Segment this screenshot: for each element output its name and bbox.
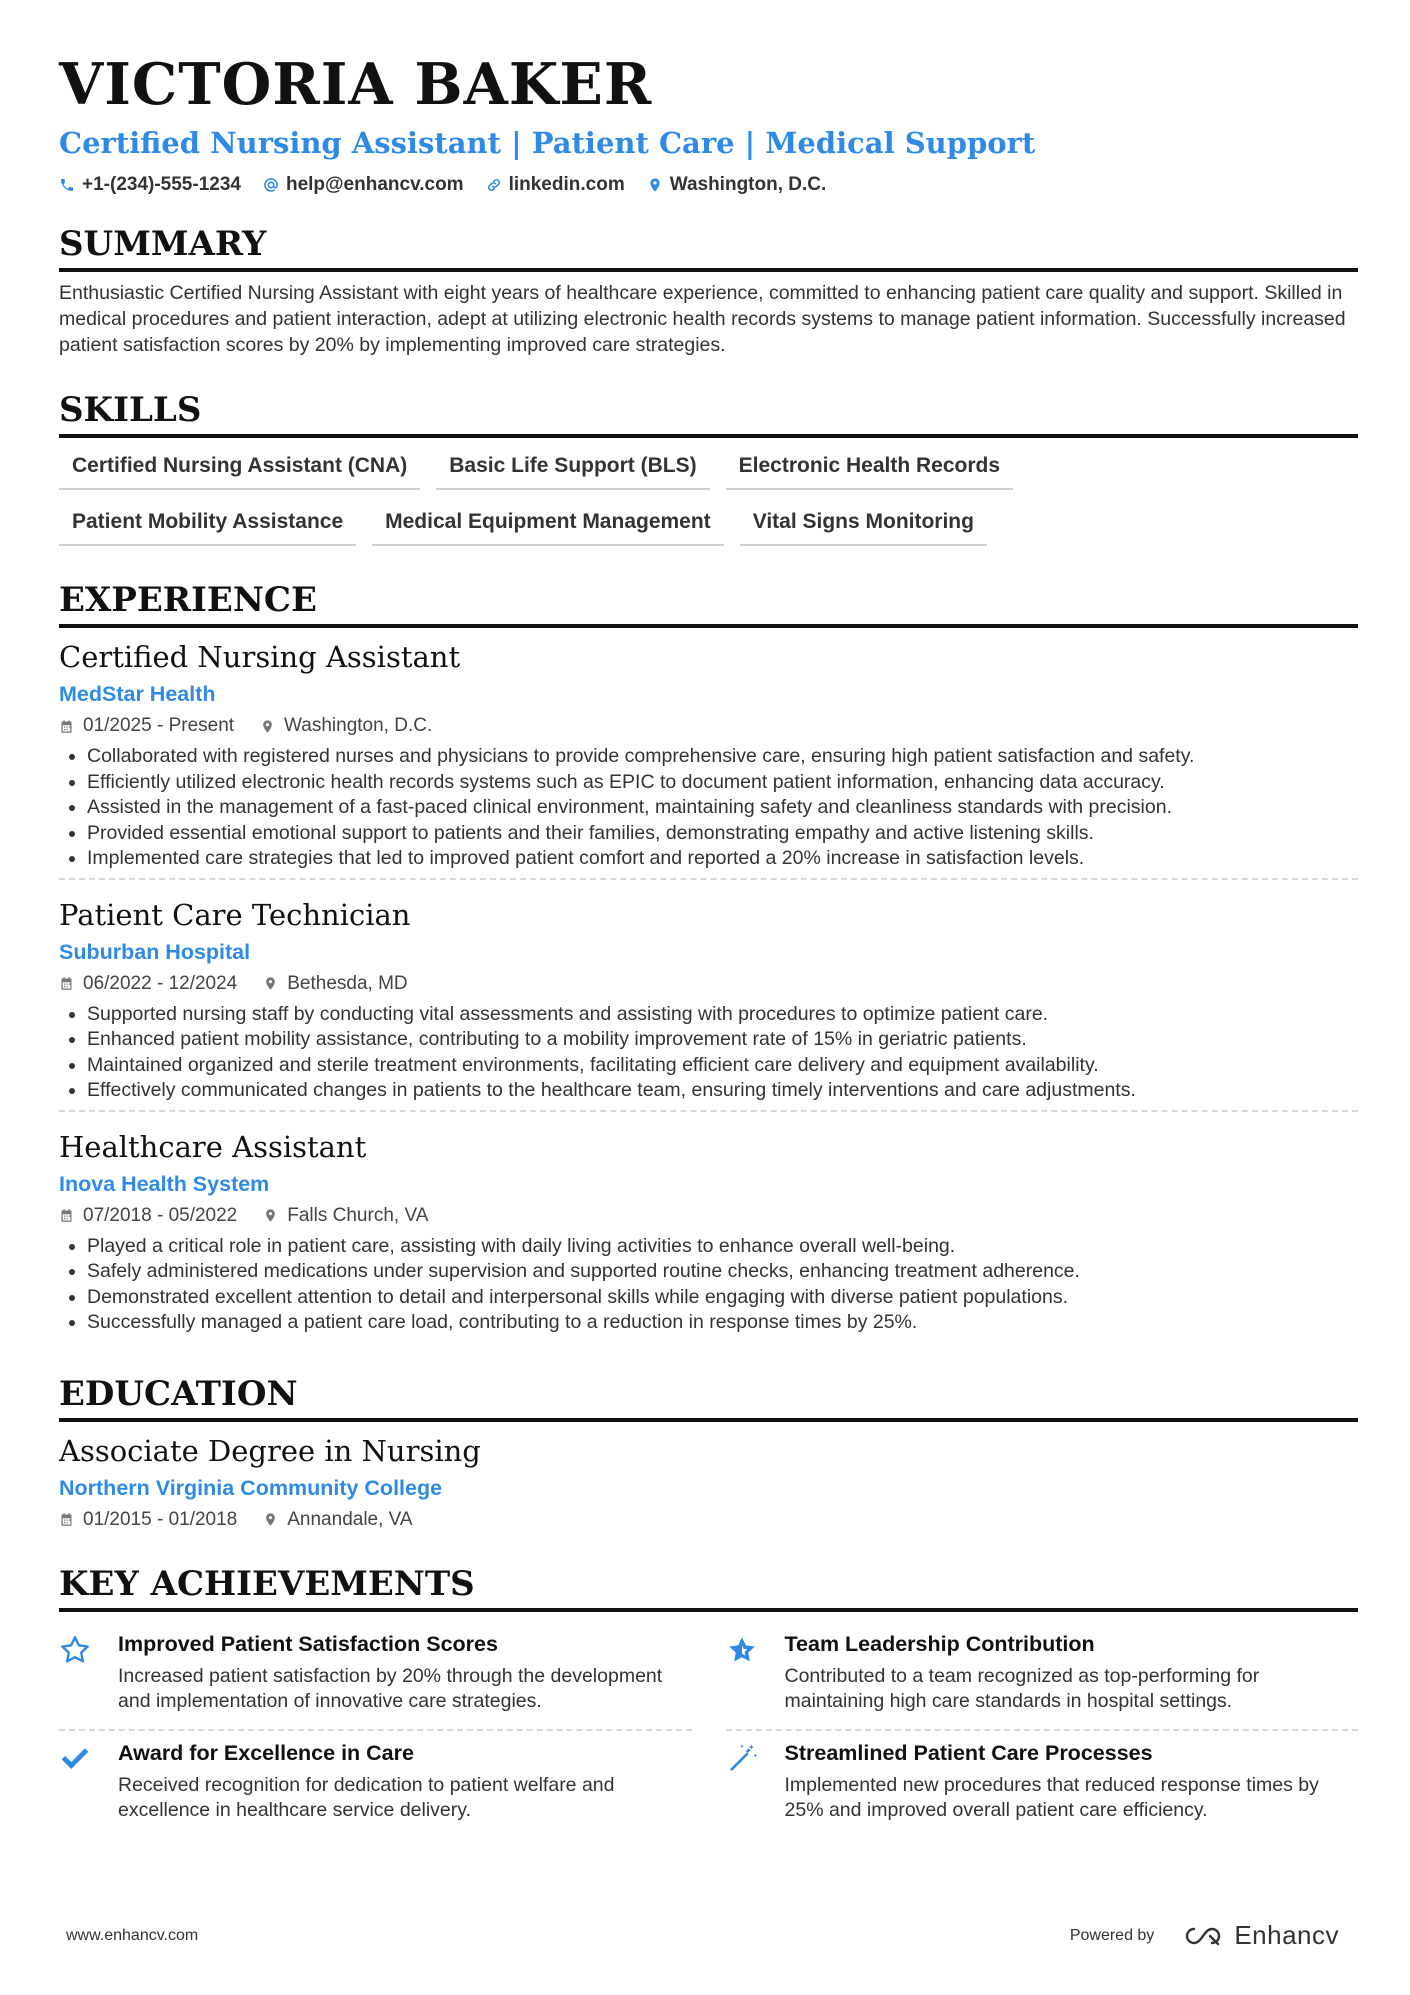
link-icon [486, 177, 502, 193]
contact-email[interactable] [263, 174, 464, 196]
calendar-icon [59, 1208, 74, 1223]
education-dates [59, 1508, 237, 1532]
summary-title: SUMMARY [59, 222, 1358, 272]
location-pin-icon [263, 1512, 278, 1527]
company-name: Suburban Hospital [59, 939, 251, 964]
achievement-body [785, 1739, 1359, 1824]
list-item: • Effectively communicated changes in patients to the healthcare team, ensuring timely interventions and care adjustments. [87, 1078, 1358, 1104]
skills-section [59, 388, 1358, 560]
achievement-icon-wrap [59, 1630, 99, 1715]
list-item: • Played a critical role in patient care, assisting with daily living activities to enhance overall well-being. [87, 1234, 1358, 1260]
job-bullets [59, 1002, 1358, 1104]
job-bullets [59, 1234, 1358, 1336]
linkedin-text: linkedin.com [508, 174, 625, 195]
list-item: • Efficiently utilized electronic health records systems such as EPIC to document patient information, enhancing data accuracy. [87, 770, 1358, 796]
resume-header [59, 50, 1358, 196]
phone-icon [59, 177, 75, 193]
education-title: EDUCATION [59, 1372, 1358, 1422]
achievement-icon-wrap [726, 1739, 766, 1824]
achievement-desc: Implemented new procedures that reduced response times by 25% and improved overall patient care efficiency. [784, 1773, 1319, 1821]
list-item: • Supported nursing staff by conducting vital assessments and assisting with procedures to optimize patient care. [87, 1002, 1358, 1028]
calendar-icon [59, 976, 74, 991]
magic-wand-icon [726, 1743, 758, 1775]
job-dates [59, 1204, 237, 1228]
achievement-title: Team Leadership Contribution [784, 1631, 1095, 1656]
location-pin-icon [263, 1208, 278, 1223]
job-dates [59, 972, 237, 996]
job-entry [59, 638, 1358, 886]
achievement-title: Award for Excellence in Care [118, 1740, 414, 1765]
job-title: Patient Care Technician [59, 897, 411, 932]
education-location [263, 1508, 412, 1532]
achievement-icon-wrap [726, 1630, 766, 1715]
enhancv-logo-icon [1180, 1923, 1226, 1949]
job-location-text: Falls Church, VA [287, 1204, 429, 1226]
school-name: Northern Virginia Community College [59, 1475, 443, 1500]
company-name: Inova Health System [59, 1171, 270, 1196]
job-location [263, 972, 407, 996]
list-item: • Safely administered medications under supervision and supported routine checks, enhancing treatment adherence. [87, 1259, 1358, 1285]
company-name: MedStar Health [59, 682, 216, 706]
page-footer [66, 1920, 1339, 1951]
job-entry [59, 896, 1358, 1118]
job-divider [59, 878, 1358, 880]
location-pin-icon [647, 177, 663, 193]
job-divider [59, 1110, 1358, 1112]
star-half-icon [726, 1634, 758, 1666]
list-item: • Demonstrated excellent attention to detail and interpersonal skills while engaging with diverse patient populations. [87, 1285, 1358, 1311]
education-meta [59, 1508, 1358, 1532]
job-meta [59, 972, 1358, 996]
location-pin-icon [263, 976, 278, 991]
phone-text: +1-(234)-555-1234 [82, 174, 241, 195]
calendar-icon [59, 1512, 74, 1527]
job-location-text: Bethesda, MD [287, 972, 408, 994]
achievement-item [726, 1731, 1359, 1838]
skill-tag: Basic Life Support (BLS) [436, 448, 709, 490]
achievements-grid [59, 1622, 1358, 1838]
skill-tag: Electronic Health Records [726, 448, 1013, 490]
brand-name: Enhancv [1234, 1920, 1339, 1950]
star-outline-icon [59, 1634, 91, 1666]
list-item: • Maintained organized and sterile treatment environments, facilitating efficient care delivery and equipment availability. [87, 1053, 1358, 1079]
contact-phone[interactable] [59, 174, 241, 196]
powered-by-label: Powered by [1069, 1926, 1155, 1944]
brand-logo[interactable] [1180, 1920, 1339, 1951]
job-dates-text: 07/2018 - 05/2022 [83, 1204, 238, 1226]
footer-website-link[interactable]: www.enhancv.com [66, 1926, 199, 1944]
email-text: help@enhancv.com [285, 174, 464, 195]
job-location [260, 714, 432, 738]
skill-tag: Patient Mobility Assistance [59, 504, 356, 546]
candidate-headline: Certified Nursing Assistant | Patient Care | Medical Support [59, 126, 1036, 160]
skill-tag: Vital Signs Monitoring [740, 504, 987, 546]
achievement-item [726, 1622, 1359, 1731]
achievement-item [59, 1731, 692, 1838]
achievement-icon-wrap [59, 1739, 99, 1824]
experience-section [59, 578, 1358, 1342]
job-dates [59, 714, 234, 738]
achievement-desc: Contributed to a team recognized as top-performing for maintaining high care standards in hospital settings. [784, 1664, 1260, 1712]
list-item: • Implemented care strategies that led to improved patient comfort and reported a 20% increase in satisfaction levels. [87, 846, 1358, 872]
list-item: • Assisted in the management of a fast-paced clinical environment, maintaining safety and cleanliness standards with precision. [87, 795, 1358, 821]
job-meta [59, 1204, 1358, 1228]
education-section [59, 1372, 1358, 1532]
achievement-title: Streamlined Patient Care Processes [784, 1740, 1153, 1765]
location-text: Washington, D.C. [669, 174, 827, 195]
achievements-section [59, 1562, 1358, 1838]
education-dates-text: 01/2015 - 01/2018 [83, 1508, 238, 1530]
location-pin-icon [260, 719, 275, 734]
list-item: • Collaborated with registered nurses and physicians to provide comprehensive care, ensuring high patient satisfaction and safety. [87, 744, 1358, 770]
achievement-desc: Received recognition for dedication to patient welfare and excellence in healthcare service delivery. [118, 1773, 615, 1821]
list-item: • Successfully managed a patient care load, contributing to a reduction in response times by 25%. [87, 1310, 1358, 1336]
list-item: • Enhanced patient mobility assistance, contributing to a mobility improvement rate of 15% in geriatric patients. [87, 1027, 1358, 1053]
contact-linkedin[interactable] [486, 174, 625, 196]
skills-title: SKILLS [59, 388, 1358, 438]
summary-text: Enthusiastic Certified Nursing Assistant with eight years of healthcare experience, committed to enhancing patient care quality and support. Skilled in medical procedures and patient interaction, adept at utilizing electronic health records systems to manage patient information. Successfully increased patient satisfaction scores by 20% by implementing improved care strategies. [59, 282, 1346, 356]
candidate-name: VICTORIA BAKER [59, 51, 653, 118]
skill-tag: Certified Nursing Assistant (CNA) [59, 448, 420, 490]
checkmark-icon [59, 1743, 91, 1775]
achievement-body [118, 1739, 692, 1824]
at-icon [263, 177, 279, 193]
achievement-desc: Increased patient satisfaction by 20% through the development and implementation of innovative care strategies. [118, 1664, 663, 1712]
skill-tag: Medical Equipment Management [372, 504, 724, 546]
calendar-icon [59, 719, 74, 734]
education-location-text: Annandale, VA [287, 1508, 413, 1530]
powered-by [1070, 1920, 1339, 1951]
job-bullets [59, 744, 1358, 872]
summary-section [59, 222, 1358, 358]
job-title: Healthcare Assistant [59, 1129, 367, 1164]
job-dates-text: 06/2022 - 12/2024 [83, 972, 238, 994]
achievement-item [59, 1622, 692, 1731]
degree-title: Associate Degree in Nursing [59, 1433, 481, 1468]
contact-row [59, 174, 1358, 196]
job-location [263, 1204, 428, 1228]
job-entry [59, 1128, 1358, 1342]
achievement-body [118, 1630, 692, 1715]
job-title: Certified Nursing Assistant [59, 640, 461, 674]
list-item: • Provided essential emotional support to patients and their families, demonstrating empathy and active listening skills. [87, 821, 1358, 847]
achievement-body [785, 1630, 1359, 1715]
skills-list [59, 448, 1059, 560]
contact-location [647, 174, 827, 196]
achievement-title: Improved Patient Satisfaction Scores [118, 1631, 498, 1656]
achievements-title: KEY ACHIEVEMENTS [59, 1562, 1358, 1612]
job-dates-text: 01/2025 - Present [83, 715, 235, 736]
experience-title: EXPERIENCE [59, 578, 1358, 628]
job-meta [59, 714, 1358, 738]
job-location-text: Washington, D.C. [284, 715, 433, 736]
